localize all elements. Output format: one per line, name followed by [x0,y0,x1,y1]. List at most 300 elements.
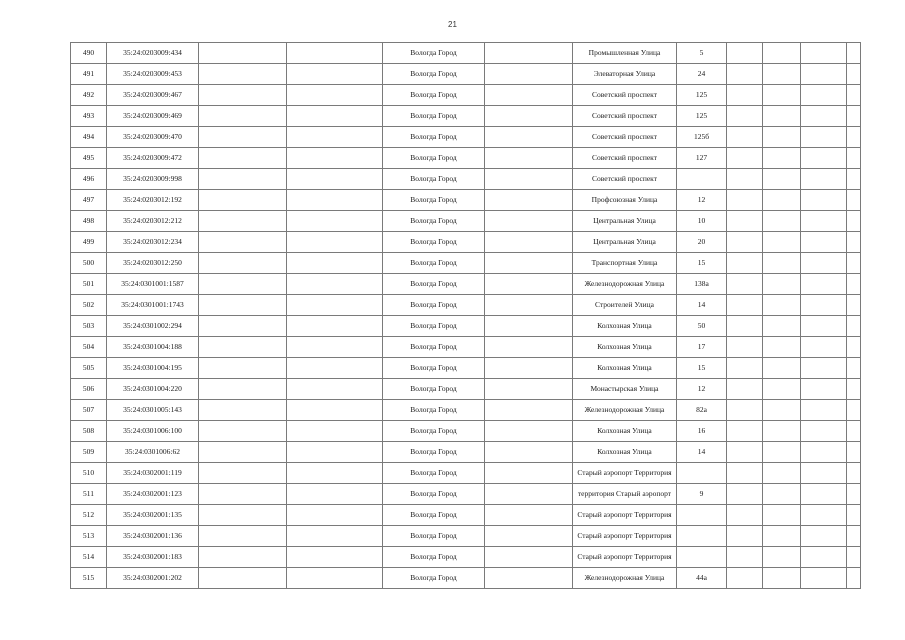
house-number-cell: 15 [677,253,727,274]
row-number-cell: 494 [71,127,107,148]
city-cell: Вологда Город [383,400,485,421]
empty-cell [763,106,801,127]
empty-cell [847,568,861,589]
table-row [71,190,861,211]
table-row [71,232,861,253]
empty-cell [801,484,847,505]
empty-cell [485,43,573,64]
empty-cell [199,400,287,421]
empty-cell [287,169,383,190]
city-cell: Вологда Город [383,421,485,442]
city-cell: Вологда Город [383,484,485,505]
empty-cell [801,358,847,379]
house-number-cell: 17 [677,337,727,358]
empty-cell [847,127,861,148]
empty-cell [763,421,801,442]
row-number-cell: 506 [71,379,107,400]
empty-cell [727,505,763,526]
empty-cell [287,463,383,484]
street-cell: Строителей Улица [573,295,677,316]
table-row [71,442,861,463]
street-cell: Профсоюзная Улица [573,190,677,211]
empty-cell [199,253,287,274]
empty-cell [801,421,847,442]
empty-cell [199,337,287,358]
row-number-cell: 502 [71,295,107,316]
house-number-cell: 125 [677,106,727,127]
empty-cell [801,106,847,127]
empty-cell [847,64,861,85]
empty-cell [763,379,801,400]
empty-cell [727,568,763,589]
street-cell: Советский проспект [573,106,677,127]
empty-cell [727,148,763,169]
table-row [71,505,861,526]
house-number-cell: 15 [677,358,727,379]
street-cell: Колхозная Улица [573,421,677,442]
house-number-cell: 14 [677,442,727,463]
page-number: 21 [448,20,457,29]
city-cell: Вологда Город [383,337,485,358]
empty-cell [763,232,801,253]
empty-cell [847,379,861,400]
empty-cell [727,400,763,421]
empty-cell [847,43,861,64]
table-row [71,253,861,274]
empty-cell [287,421,383,442]
empty-cell [727,106,763,127]
house-number-cell: 12 [677,190,727,211]
empty-cell [199,547,287,568]
street-cell: Старый аэропорт Территория [573,463,677,484]
empty-cell [199,358,287,379]
row-number-cell: 497 [71,190,107,211]
empty-cell [847,211,861,232]
empty-cell [727,43,763,64]
empty-cell [287,442,383,463]
house-number-cell [677,526,727,547]
empty-cell [801,169,847,190]
empty-cell [485,568,573,589]
empty-cell [801,400,847,421]
empty-cell [801,505,847,526]
empty-cell [199,64,287,85]
table-row [71,43,861,64]
street-cell: Промышленная Улица [573,43,677,64]
empty-cell [485,505,573,526]
street-cell: Колхозная Улица [573,442,677,463]
city-cell: Вологда Город [383,526,485,547]
empty-cell [287,127,383,148]
property-register-table [70,42,861,589]
empty-cell [287,85,383,106]
empty-cell [763,526,801,547]
empty-cell [763,169,801,190]
empty-cell [801,274,847,295]
row-number-cell: 508 [71,421,107,442]
empty-cell [847,295,861,316]
house-number-cell: 12 [677,379,727,400]
empty-cell [801,337,847,358]
empty-cell [199,106,287,127]
empty-cell [801,526,847,547]
empty-cell [485,232,573,253]
empty-cell [727,337,763,358]
empty-cell [199,295,287,316]
empty-cell [727,253,763,274]
row-number-cell: 510 [71,463,107,484]
empty-cell [727,211,763,232]
empty-cell [287,526,383,547]
house-number-cell: 9 [677,484,727,505]
register-body [71,43,861,589]
empty-cell [199,274,287,295]
row-number-cell: 500 [71,253,107,274]
empty-cell [847,526,861,547]
empty-cell [199,232,287,253]
city-cell: Вологда Город [383,379,485,400]
empty-cell [287,547,383,568]
empty-cell [287,43,383,64]
empty-cell [847,442,861,463]
house-number-cell: 14 [677,295,727,316]
cadastral-number-cell: 35:24:0203012:192 [107,190,199,211]
empty-cell [727,484,763,505]
row-number-cell: 492 [71,85,107,106]
empty-cell [199,484,287,505]
empty-cell [801,148,847,169]
cadastral-number-cell: 35:24:0203012:212 [107,211,199,232]
cadastral-number-cell: 35:24:0302001:183 [107,547,199,568]
empty-cell [199,421,287,442]
empty-cell [801,463,847,484]
city-cell: Вологда Город [383,43,485,64]
house-number-cell [677,505,727,526]
cadastral-number-cell: 35:24:0301006:100 [107,421,199,442]
city-cell: Вологда Город [383,316,485,337]
empty-cell [847,337,861,358]
street-cell: Колхозная Улица [573,337,677,358]
empty-cell [801,316,847,337]
city-cell: Вологда Город [383,274,485,295]
table-row [71,211,861,232]
empty-cell [199,505,287,526]
cadastral-number-cell: 35:24:0203009:434 [107,43,199,64]
empty-cell [847,106,861,127]
empty-cell [287,106,383,127]
row-number-cell: 509 [71,442,107,463]
empty-cell [287,232,383,253]
street-cell: Монастырская Улица [573,379,677,400]
row-number-cell: 515 [71,568,107,589]
empty-cell [485,484,573,505]
empty-cell [287,316,383,337]
city-cell: Вологда Город [383,64,485,85]
cadastral-number-cell: 35:24:0203009:470 [107,127,199,148]
empty-cell [847,505,861,526]
empty-cell [763,442,801,463]
empty-cell [199,211,287,232]
row-number-cell: 507 [71,400,107,421]
cadastral-number-cell: 35:24:0203009:453 [107,64,199,85]
table-row [71,358,861,379]
empty-cell [199,85,287,106]
empty-cell [727,127,763,148]
street-cell: Железнодорожная Улица [573,568,677,589]
empty-cell [763,127,801,148]
city-cell: Вологда Город [383,106,485,127]
empty-cell [485,274,573,295]
empty-cell [847,547,861,568]
house-number-cell: 44а [677,568,727,589]
empty-cell [287,400,383,421]
street-cell: Советский проспект [573,85,677,106]
table-row [71,169,861,190]
street-cell: Центральная Улица [573,211,677,232]
empty-cell [485,64,573,85]
empty-cell [287,337,383,358]
empty-cell [287,253,383,274]
city-cell: Вологда Город [383,85,485,106]
empty-cell [485,127,573,148]
empty-cell [727,190,763,211]
empty-cell [199,316,287,337]
row-number-cell: 501 [71,274,107,295]
cadastral-number-cell: 35:24:0301005:143 [107,400,199,421]
empty-cell [199,190,287,211]
street-cell: Колхозная Улица [573,316,677,337]
empty-cell [763,337,801,358]
street-cell: Железнодорожная Улица [573,400,677,421]
empty-cell [847,421,861,442]
empty-cell [801,442,847,463]
empty-cell [727,85,763,106]
street-cell: Советский проспект [573,148,677,169]
cadastral-number-cell: 35:24:0301002:294 [107,316,199,337]
empty-cell [801,253,847,274]
table-row [71,568,861,589]
empty-cell [801,232,847,253]
table-row [71,295,861,316]
empty-cell [763,400,801,421]
street-cell: Советский проспект [573,169,677,190]
empty-cell [763,358,801,379]
city-cell: Вологда Город [383,211,485,232]
street-cell: Старый аэропорт Территория [573,547,677,568]
cadastral-number-cell: 35:24:0203012:250 [107,253,199,274]
street-cell: Старый аэропорт Территория [573,505,677,526]
house-number-cell [677,547,727,568]
cadastral-number-cell: 35:24:0203009:472 [107,148,199,169]
empty-cell [727,421,763,442]
cadastral-number-cell: 35:24:0301004:195 [107,358,199,379]
empty-cell [847,400,861,421]
table-row [71,421,861,442]
empty-cell [801,379,847,400]
cadastral-number-cell: 35:24:0302001:119 [107,463,199,484]
row-number-cell: 504 [71,337,107,358]
empty-cell [287,148,383,169]
empty-cell [199,148,287,169]
house-number-cell: 127 [677,148,727,169]
empty-cell [801,127,847,148]
empty-cell [287,190,383,211]
empty-cell [727,232,763,253]
street-cell: Старый аэропорт Территория [573,526,677,547]
empty-cell [485,169,573,190]
row-number-cell: 495 [71,148,107,169]
empty-cell [485,295,573,316]
empty-cell [287,211,383,232]
table-row [71,547,861,568]
city-cell: Вологда Город [383,295,485,316]
empty-cell [801,43,847,64]
empty-cell [801,568,847,589]
empty-cell [763,43,801,64]
table-row [71,64,861,85]
row-number-cell: 514 [71,547,107,568]
empty-cell [287,379,383,400]
empty-cell [847,463,861,484]
empty-cell [287,505,383,526]
row-number-cell: 496 [71,169,107,190]
empty-cell [485,400,573,421]
row-number-cell: 499 [71,232,107,253]
empty-cell [485,421,573,442]
cadastral-number-cell: 35:24:0302001:135 [107,505,199,526]
street-cell: Центральная Улица [573,232,677,253]
row-number-cell: 503 [71,316,107,337]
empty-cell [763,547,801,568]
empty-cell [727,64,763,85]
empty-cell [847,358,861,379]
empty-cell [287,274,383,295]
empty-cell [847,169,861,190]
city-cell: Вологда Город [383,358,485,379]
empty-cell [763,64,801,85]
empty-cell [727,169,763,190]
empty-cell [801,547,847,568]
empty-cell [199,43,287,64]
cadastral-number-cell: 35:24:0203009:998 [107,169,199,190]
empty-cell [199,169,287,190]
city-cell: Вологда Город [383,505,485,526]
row-number-cell: 505 [71,358,107,379]
empty-cell [485,85,573,106]
empty-cell [287,358,383,379]
cadastral-number-cell: 35:24:0203009:467 [107,85,199,106]
street-cell: Колхозная Улица [573,358,677,379]
table-row [71,274,861,295]
empty-cell [485,337,573,358]
row-number-cell: 490 [71,43,107,64]
cadastral-number-cell: 35:24:0301001:1743 [107,295,199,316]
city-cell: Вологда Город [383,190,485,211]
table-row [71,85,861,106]
empty-cell [727,442,763,463]
city-cell: Вологда Город [383,442,485,463]
cadastral-number-cell: 35:24:0203009:469 [107,106,199,127]
row-number-cell: 513 [71,526,107,547]
empty-cell [727,316,763,337]
city-cell: Вологда Город [383,547,485,568]
empty-cell [763,148,801,169]
table-row [71,316,861,337]
empty-cell [727,358,763,379]
empty-cell [763,190,801,211]
empty-cell [847,274,861,295]
house-number-cell: 5 [677,43,727,64]
row-number-cell: 511 [71,484,107,505]
empty-cell [763,274,801,295]
house-number-cell: 10 [677,211,727,232]
empty-cell [485,358,573,379]
cadastral-number-cell: 35:24:0302001:202 [107,568,199,589]
table-row [71,127,861,148]
empty-cell [847,85,861,106]
street-cell: Транспортная Улица [573,253,677,274]
cadastral-number-cell: 35:24:0203012:234 [107,232,199,253]
table-row [71,484,861,505]
cadastral-number-cell: 35:24:0302001:136 [107,526,199,547]
table-row [71,526,861,547]
row-number-cell: 493 [71,106,107,127]
empty-cell [199,379,287,400]
empty-cell [727,547,763,568]
empty-cell [485,148,573,169]
city-cell: Вологда Город [383,127,485,148]
empty-cell [763,463,801,484]
street-cell: Железнодорожная Улица [573,274,677,295]
house-number-cell: 24 [677,64,727,85]
house-number-cell: 82а [677,400,727,421]
cadastral-number-cell: 35:24:0302001:123 [107,484,199,505]
street-cell: Элеваторная Улица [573,64,677,85]
empty-cell [763,484,801,505]
empty-cell [763,85,801,106]
table-row [71,148,861,169]
empty-cell [485,106,573,127]
table-row [71,463,861,484]
house-number-cell: 125 [677,85,727,106]
house-number-cell [677,169,727,190]
empty-cell [485,463,573,484]
cadastral-number-cell: 35:24:0301004:188 [107,337,199,358]
empty-cell [287,568,383,589]
empty-cell [801,295,847,316]
cadastral-number-cell: 35:24:0301006:62 [107,442,199,463]
row-number-cell: 491 [71,64,107,85]
city-cell: Вологда Город [383,568,485,589]
city-cell: Вологда Город [383,232,485,253]
empty-cell [801,211,847,232]
empty-cell [801,64,847,85]
empty-cell [847,253,861,274]
street-cell: Советский проспект [573,127,677,148]
table-row [71,400,861,421]
empty-cell [763,568,801,589]
empty-cell [727,274,763,295]
empty-cell [199,463,287,484]
empty-cell [847,190,861,211]
empty-cell [727,379,763,400]
city-cell: Вологда Город [383,463,485,484]
cadastral-number-cell: 35:24:0301001:1587 [107,274,199,295]
table-row [71,379,861,400]
city-cell: Вологда Город [383,253,485,274]
empty-cell [287,484,383,505]
empty-cell [763,211,801,232]
